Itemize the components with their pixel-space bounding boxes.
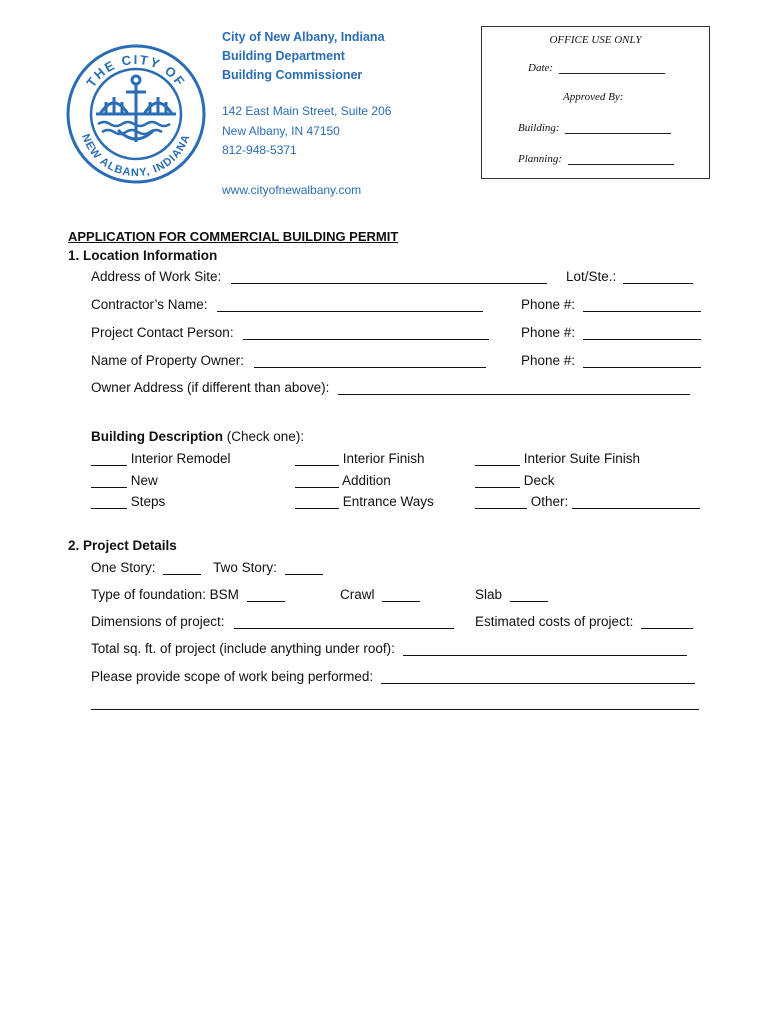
dimensions-field[interactable] (234, 614, 454, 629)
option-interior-remodel[interactable] (91, 451, 231, 466)
scope-field-line-2[interactable] (91, 709, 699, 710)
estimated-cost-row (475, 614, 693, 629)
address-label: Address of Work Site: (91, 269, 222, 284)
project-contact-row (91, 325, 489, 340)
option-deck[interactable] (475, 473, 555, 488)
header-website[interactable]: www.cityofnewalbany.com (222, 183, 362, 197)
option-label: New (130, 473, 158, 488)
one-story-label: One Story: (91, 560, 156, 575)
project-contact-field[interactable] (243, 325, 489, 340)
scope-row (91, 669, 695, 684)
story-row (91, 560, 323, 575)
contractor-field[interactable] (217, 297, 483, 312)
option-blank[interactable] (91, 451, 127, 466)
header-street: 142 East Main Street, Suite 206 (222, 104, 392, 118)
option-new[interactable] (91, 473, 158, 488)
seal-top-text: THE CITY OF (83, 51, 189, 90)
building-description-hint: (Check one): (226, 429, 305, 444)
contractor-phone-row (521, 297, 701, 312)
two-story-label: Two Story: (213, 560, 277, 575)
building-description-heading (91, 429, 304, 444)
option-label: Steps (130, 494, 166, 509)
owner-address-field[interactable] (338, 380, 690, 395)
building-description-title: Building Description (91, 429, 224, 444)
option-label: Interior Finish (342, 451, 425, 466)
scope-field[interactable] (381, 669, 695, 684)
owner-address-label: Owner Address (if different than above): (91, 380, 330, 395)
project-contact-phone-row (521, 325, 701, 340)
section1-heading: 1. Location Information (68, 248, 218, 263)
option-interior-suite-finish[interactable] (475, 451, 640, 466)
option-addition[interactable] (295, 473, 391, 488)
estimated-cost-label: Estimated costs of project: (475, 614, 634, 629)
office-planning-label: Planning: (518, 153, 562, 165)
bsm-field[interactable] (247, 587, 285, 602)
header-city-state: New Albany, IN 47150 (222, 124, 340, 138)
option-label: Addition (342, 473, 391, 488)
option-label: Interior Suite Finish (523, 451, 641, 466)
owner-phone-field[interactable] (583, 353, 701, 368)
slab-field[interactable] (510, 587, 548, 602)
project-contact-phone-field[interactable] (583, 325, 701, 340)
option-label: Entrance Ways (342, 494, 434, 509)
total-sqft-label: Total sq. ft. of project (include anything under roof): (91, 641, 395, 656)
office-building-label: Building: (518, 122, 560, 134)
option-label: Other: (530, 494, 569, 509)
two-story-field[interactable] (285, 560, 323, 575)
address-field[interactable] (231, 269, 547, 284)
crawl-label: Crawl (340, 587, 375, 602)
foundation-label: Type of foundation: BSM (91, 587, 239, 602)
slab-label: Slab (475, 587, 503, 602)
contractor-phone-label: Phone #: (521, 297, 576, 312)
owner-address-row (91, 380, 690, 395)
owner-phone-label: Phone #: (521, 353, 576, 368)
option-interior-finish[interactable] (295, 451, 425, 466)
option-blank[interactable] (295, 473, 339, 488)
crawl-field[interactable] (382, 587, 420, 602)
contractor-label: Contractor’s Name: (91, 297, 208, 312)
option-blank[interactable] (295, 451, 339, 466)
option-blank[interactable] (91, 494, 127, 509)
header-office: Building Commissioner (222, 68, 363, 82)
option-steps[interactable] (91, 494, 165, 509)
option-label: Deck (523, 473, 555, 488)
office-date-row (528, 62, 665, 74)
lot-label: Lot/Ste.: (566, 269, 617, 284)
option-blank[interactable] (475, 494, 527, 509)
section2-heading: 2. Project Details (68, 538, 177, 553)
owner-row (91, 353, 486, 368)
owner-phone-row (521, 353, 701, 368)
lot-field[interactable] (623, 269, 693, 284)
project-contact-phone-label: Phone #: (521, 325, 576, 340)
crawl-row (340, 587, 420, 602)
office-use-title: OFFICE USE ONLY (549, 34, 642, 46)
form-title: APPLICATION FOR COMMERCIAL BUILDING PERMIT (68, 229, 399, 244)
total-sqft-field[interactable] (403, 641, 687, 656)
office-use-box (481, 26, 710, 179)
option-blank[interactable] (475, 473, 520, 488)
office-building-field[interactable] (565, 123, 671, 134)
dimensions-row (91, 614, 454, 629)
option-blank[interactable] (475, 451, 520, 466)
foundation-bsm-row (91, 587, 285, 602)
option-other[interactable] (475, 494, 700, 509)
option-entrance-ways[interactable] (295, 494, 434, 509)
lot-row (566, 269, 693, 284)
estimated-cost-field[interactable] (641, 614, 693, 629)
scope-label: Please provide scope of work being performed: (91, 669, 374, 684)
option-blank[interactable] (295, 494, 339, 509)
city-seal-icon (66, 44, 206, 184)
office-building-row (518, 122, 671, 134)
header-city: City of New Albany, Indiana (222, 30, 385, 44)
option-label: Interior Remodel (130, 451, 231, 466)
city-seal (66, 44, 206, 184)
header-phone: 812-948-5371 (222, 143, 297, 157)
seal-bottom-text: NEW ALBANY, INDIANA (79, 132, 193, 180)
header-department: Building Department (222, 49, 345, 63)
total-sqft-row (91, 641, 687, 656)
slab-row (475, 587, 548, 602)
office-planning-row (518, 153, 674, 165)
office-date-label: Date: (528, 62, 554, 74)
office-planning-field[interactable] (568, 154, 674, 165)
dimensions-label: Dimensions of project: (91, 614, 225, 629)
office-date-field[interactable] (559, 63, 665, 74)
option-blank[interactable] (91, 473, 127, 488)
owner-field[interactable] (254, 353, 486, 368)
contractor-row (91, 297, 483, 312)
owner-label: Name of Property Owner: (91, 353, 245, 368)
one-story-field[interactable] (163, 560, 201, 575)
contractor-phone-field[interactable] (583, 297, 701, 312)
other-field[interactable] (572, 494, 700, 509)
project-contact-label: Project Contact Person: (91, 325, 234, 340)
office-approved-label: Approved By: (563, 91, 624, 103)
address-row (91, 269, 547, 284)
